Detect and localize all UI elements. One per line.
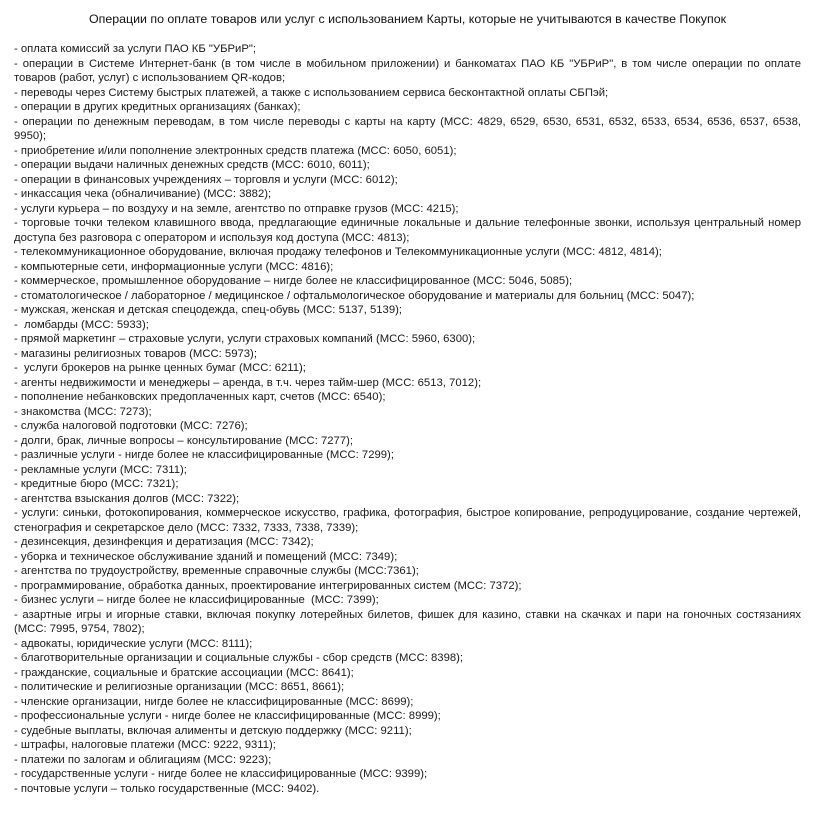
list-item: - агенты недвижимости и менеджеры – аренда, в т.ч. через тайм-шер (MCC: 6513, 7012); [14,376,482,389]
list-item: - дезинсекция, дезинфекция и дератизация (MCC: 7342); [14,536,314,548]
list-item: - приобретение и/или пополнение электронных средств платежа (MCC: 6050, 6051); [14,144,457,157]
list-item: - торговые точки телеком клавишного ввода, предлагающие единичные локальные и дальние телефонные звонки, используя центральный номер доступа без разговора с оператором и используя код доступа (MCC: 4813); [14,217,805,244]
list-item: - штрафы, налоговые платежи (MCC: 9222, 9311); [14,739,276,751]
list-item: - служба налоговой подготовки (MCC: 7276); [14,420,248,432]
list-item: - рекламные услуги (MCC: 7311); [14,463,187,476]
list-item: - прямой маркетинг – страховые услуги, услуги страховых компаний (MCC: 5960, 6300); [14,333,476,345]
list-item: - политические и религиозные организации (MCC: 8651, 8661); [14,681,345,693]
list-item: - инкассация чека (обналичивание) (MCC: 3882); [14,188,272,200]
list-item: - уборка и техническое обслуживание зданий и помещений (MCC: 7349); [14,550,398,563]
list-item: - знакомства (MCC: 7273); [14,405,152,418]
list-item: - почтовые услуги – только государственные (MCC: 9402). [14,782,320,795]
list-item: - агентства взыскания долгов (MCC: 7322); [14,492,240,505]
list-item: - компьютерные сети, информационные услуги (MCC: 4816); [14,260,334,273]
list-item: - долги, брак, личные вопросы – консультирование (MCC: 7277); [14,434,354,447]
list-item: - стоматологическое / лабораторное / медицинское / офтальмологическое оборудование и материалы для больниц (MCC: 5047); [14,289,695,302]
list-item: - услуги: синьки, фотокопирования, коммерческое искусство, графика, фотография, быстрое копирование, репродуцирование, создание чертежей, стенография и секретарское дело (MCC: 7332, 7333, 7338, 7339); [14,507,805,534]
list-item: - магазины религиозных товаров (MCC: 5973); [14,347,257,360]
list-item: - пополнение небанковских предоплаченных карт, счетов (MCC: 6540); [14,391,386,403]
list-item: - операции по денежным переводам, в том числе переводы с карты на карту (MCC: 4829, 6529, 6530, 6531, 6532, 6533, 6534, 6536, 6537, 6538, 9950); [14,115,805,142]
list-item: - операции в Системе Интернет-банк (в том числе в мобильном приложении) и банкоматах ПАО КБ "УБРиР", в том числе операции по оплате товаров (работ, услуг) с использованием QR-кодов; [14,57,805,84]
document-title: Операции по оплате товаров или услуг с использованием Карты, которые не учитываются в качестве Покупок [88,12,727,26]
list-item: - услуги курьера – по воздуху и на земле, агентство по отправке грузов (MCC: 4215); [14,202,459,215]
list-item: - бизнес услуги – нигде более не классифицированные (MCC: 7399); [14,594,379,606]
list-item: - операции выдачи наличных денежных средств (MCC: 6010, 6011); [14,159,370,171]
exclusion-list [14,42,805,796]
list-item: - оплата комиссий за услуги ПАО КБ "УБРиР"; [14,43,257,55]
list-item: - программирование, обработка данных, проектирование интегрированных систем (MCC: 7372); [14,579,522,592]
list-item: - коммерческое, промышленное оборудование – нигде более не классифицированное (MCC: 5046, 5085); [14,275,573,287]
list-item: - ломбарды (MCC: 5933); [14,318,149,331]
list-item: - операции в других кредитных организациях (банках); [14,101,301,113]
list-item: - судебные выплаты, включая алименты и детскую поддержку (MCC: 9211); [14,724,412,737]
list-item: - переводы через Систему быстрых платежей, а также с использованием сервиса бесконтактной оплаты СБПэй; [14,86,609,99]
list-item: - членские организации, нигде более не классифицированные (MCC: 8699); [14,695,414,708]
list-item: - услуги брокеров на рынке ценных бумаг (MCC: 6211); [14,362,306,374]
list-item: - азартные игры и игорные ставки, включая покупку лотерейных билетов, фишек для казино, ставки на скачках и пари на гоночных состязаниях (MCC: 7995, 9754, 7802); [14,608,805,635]
list-item: - операции в финансовых учреждениях – торговля и услуги (MCC: 6012); [14,173,398,186]
list-item: - мужская, женская и детская спецодежда, спец-обувь (MCC: 5137, 5139); [14,304,403,316]
list-item: - государственные услуги - нигде более не классифицированные (MCC: 9399); [14,768,428,780]
list-item: - гражданские, социальные и братские ассоциации (MCC: 8641); [14,666,354,679]
list-item: - профессиональные услуги - нигде более не классифицированные (MCC: 8999); [14,710,441,722]
list-item: - агентства по трудоустройству, временные справочные службы (MCC:7361); [14,565,419,577]
list-item: - благотворительные организации и социальные службы - сбор средств (MCC: 8398); [14,652,464,664]
list-item: - платежи по залогам и облигациям (MCC: 9223); [14,753,272,766]
list-item: - адвокаты, юридические услуги (MCC: 8111); [14,637,253,650]
list-item: - телекоммуникационное оборудование, включая продажу телефонов и Телекоммуникационные услуги (MCC: 4812, 4814); [14,246,662,258]
list-item: - кредитные бюро (MCC: 7321); [14,478,179,490]
list-item: - различные услуги - нигде более не классифицированные (MCC: 7299); [14,449,394,461]
